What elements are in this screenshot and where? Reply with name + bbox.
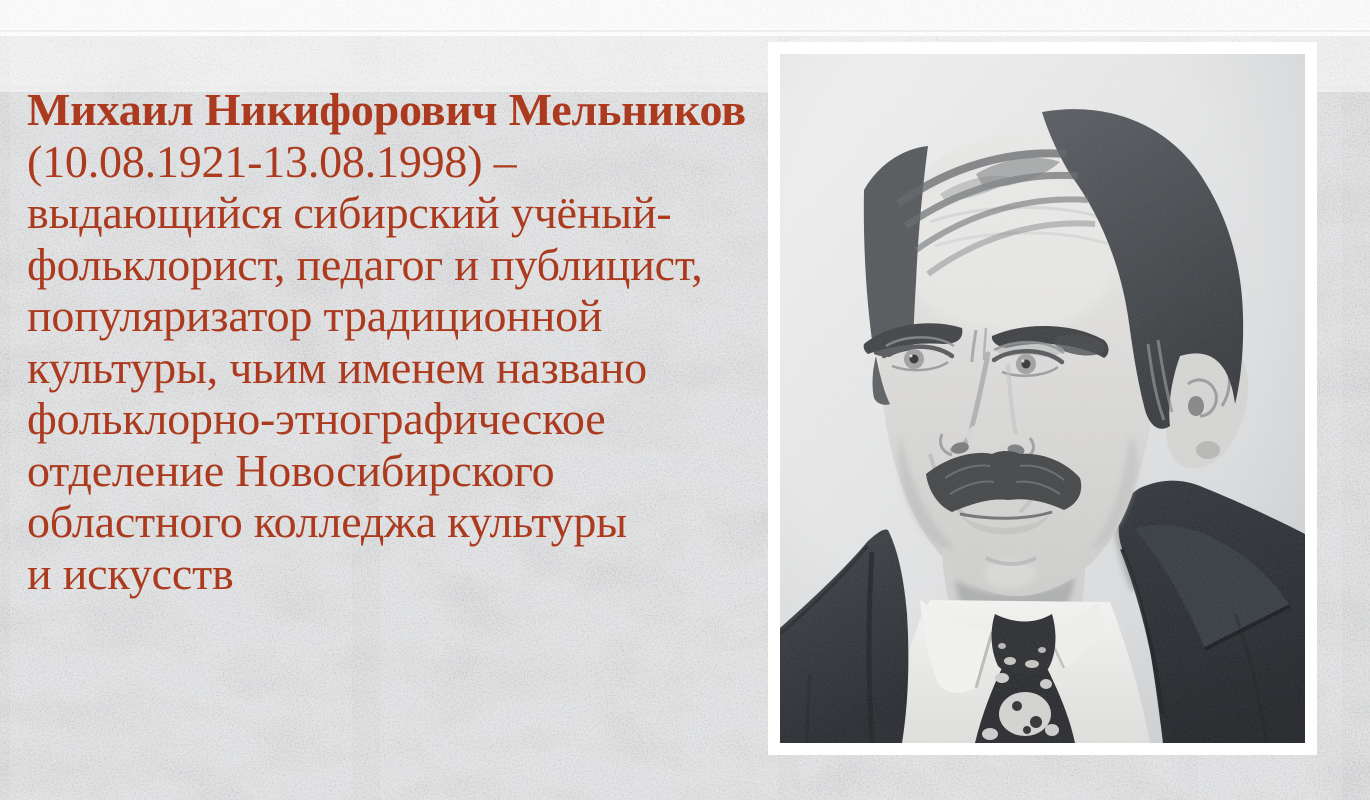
- bio-line: отделение Новосибирского: [27, 444, 555, 496]
- photo-grain: [780, 54, 1305, 743]
- bio-title: Михаил Никифорович Мельников: [27, 84, 746, 135]
- bio-line: культуры, чьим именем названо: [27, 341, 647, 393]
- portrait-photo: [780, 54, 1305, 743]
- bio-line: областного колледжа культуры: [27, 496, 627, 547]
- bio-line: фольклорно-этнографическое: [27, 393, 606, 444]
- bio-text-block: [27, 84, 751, 599]
- bio-line: популяризатор традиционной: [27, 290, 603, 341]
- bio-line: (10.08.1921-13.08.1998) –: [27, 135, 517, 187]
- bio-line: и искусств: [27, 547, 234, 599]
- portrait-photo-frame: [768, 42, 1317, 755]
- bio-line: выдающийся сибирский учёный-: [27, 187, 672, 238]
- bio-line: фольклорист, педагог и публицист,: [27, 238, 703, 290]
